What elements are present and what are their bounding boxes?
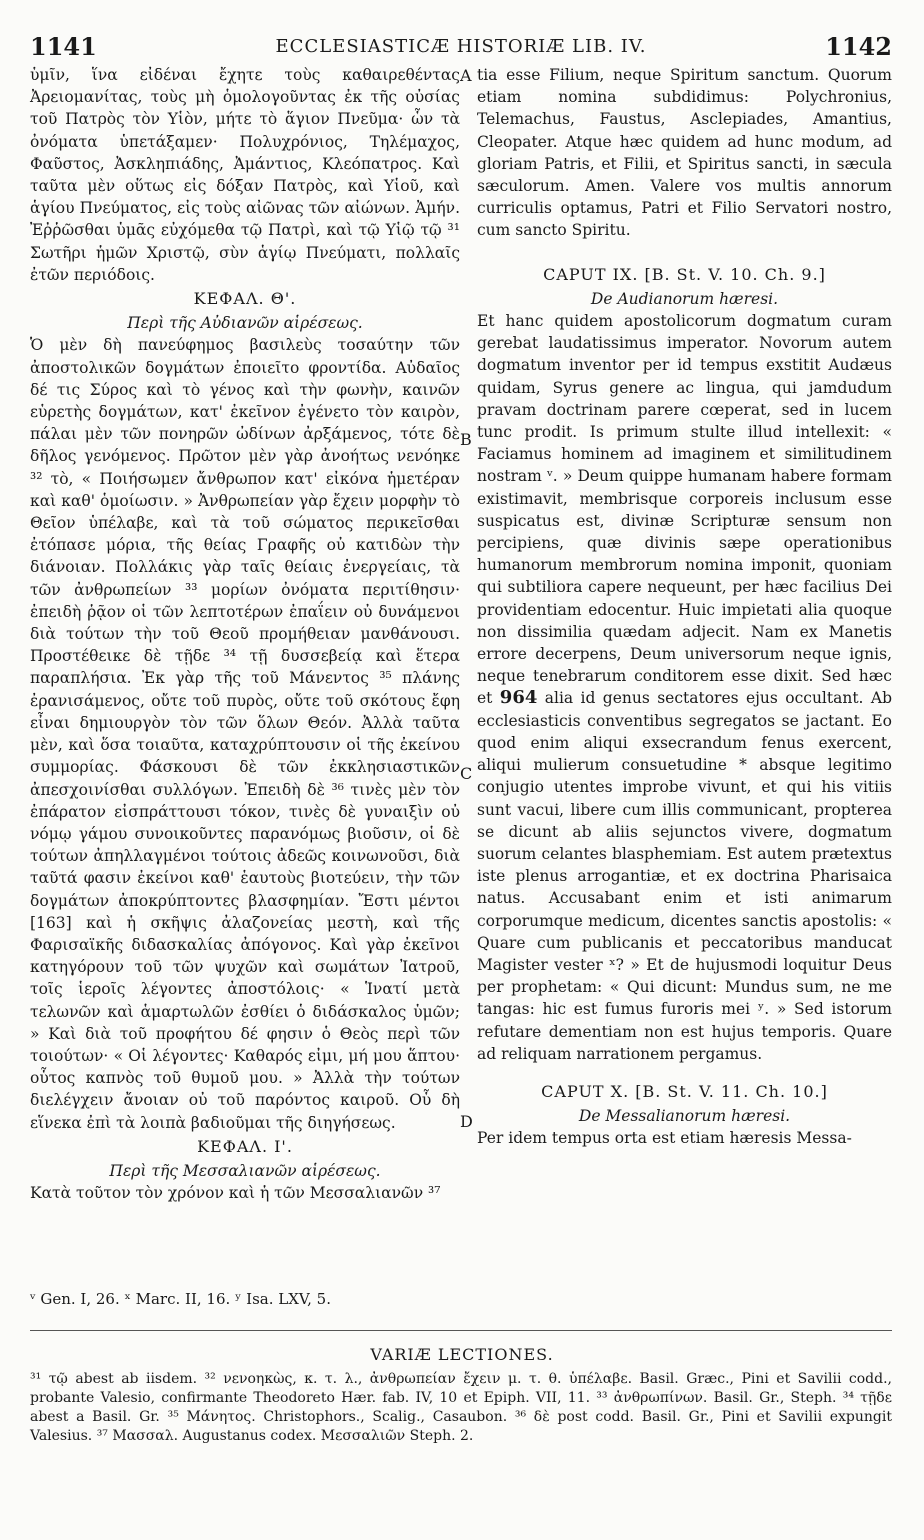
margin-marker-b: B <box>460 430 472 449</box>
latin-paragraph-2-part-a: Et hanc quidem apostolicorum dogmatum curam gerebat laudatissimus imperator. Novorum autem dogmatum inventor per id tempus exstitit Audæus quidam, Syrus genere ac lingua, qui jamdudum pravam doctrinam parere cœperat, sed in lucem tunc prodit. Is primum stulte illud intellexit: « Faciamus hominem ad imaginem et similitudinem nostram ᵛ. » Deum quippe humanam habere formam existimavit, membrisque corporeis inclusum esse suspicatus est, divinæ Scripturæ sensum non percipiens, quæ divinis sæpe operationibus humanorum membrorum nomina imponit, quoniam qui subtiliora capere nequeunt, per hæc facilius Dei providentiam edocentur. Huic impietati alia quoque non dissimilia quædam adjecit. Nam ex Manetis errore decerpens, Deum universorum neque ignis, neque tenebrarum conditorem esse dixit. Sed hæc et <box>477 312 892 708</box>
variae-lectiones-title: VARIÆ LECTIONES. <box>370 1345 554 1364</box>
latin-chapter-subtitle-9: De Audianorum hæresi. <box>590 289 779 308</box>
margin-marker-d: D <box>460 1112 473 1131</box>
running-title: ECCLESIASTICÆ HISTORIÆ LIB. IV. <box>275 36 647 57</box>
greek-chapter-heading-10: ΚΕΦΑΛ. Ι'. <box>197 1136 293 1156</box>
greek-paragraph-2: Ὁ μὲν δὴ πανεύφημος βασιλεὺς τοσαύτην τῶν ἀποστολικῶν δογμάτων ἐποιεῖτο φροντίδα. Αὐδαῖος δέ τις Σύρος καὶ τὸ γένος καὶ τὴν φωνὴν, καινῶν εὑρετὴς δογμάτων, κατ' ἐκεῖνον ἐγένετο τὸν καιρὸν, πάλαι μὲν τῶν πονηρῶν ὠδίνων ἀρξάμενος, τότε δὲ δῆλος γενόμενος. Πρῶτον μὲν γὰρ ἀνοήτως νενόηκε ³² τὸ, « Ποιήσωμεν ἄνθρωπον κατ' εἰκόνα ἡμετέραν καὶ καθ' ὁμοίωσιν. » Ἀνθρωπείαν γὰρ ἔχειν μορφὴν τὸ Θεῖον ὑπέλαβε, καὶ τὰ τοῦ σώματος περικεῖσθαι ἐτόπασε μόρια, τῆς θείας Γραφῆς οὐ κατιδὼν τὴν διάνοιαν. Πολλάκις γὰρ ταῖς θείαις ἐνεργείαις, τὰ τῶν ἀνθρωπείων ³³ μορίων ὀνόματα περιτίθησιν· ἐπειδὴ ῥᾷον οἱ τῶν λεπτοτέρων ἐπαΐειν οὐ δυνάμενοι διὰ τούτων τὴν τοῦ Θεοῦ προμήθειαν μανθάνουσι. Προστέθεικε δὲ τῇδε ³⁴ τῇ δυσσεβείᾳ καὶ ἕτερα παραπλήσια. Ἐκ γὰρ τῆς τοῦ Μάνεντος ³⁵ πλάνης ἐρανισάμενος, οὔτε τοῦ πυρὸς, οὔτε τοῦ σκότους ἔφη εἶναι δημιουργὸν τὸν τῶν ὅλων Θεόν. Ἀλλὰ ταῦτα μὲν, καὶ ὅσα τοιαῦτα, καταχρύπτουσιν οἱ τῆς ἐκείνου συμμορίας. Φάσκουσι δὲ τῶν ἐκκλησιαστικῶν ἀπεσχοινίσθαι συλλόγων. Ἐπειδὴ δὲ ³⁶ τινὲς μὲν τὸν ἐπάρατον εἰσπράττουσι τόκον, τινὲς δὲ γυναιξὶν οὐ νόμῳ γάμου συνοικοῦντες παρανόμως βιοῦσιν, οἱ δὲ τούτων ἀπηλλαγμένοι τούτοις ἀδεῶς κοινωνοῦσι, διὰ ταῦτά φασιν ἐκείνοι καθ' ἑαυτοὺς βιοτεύειν, τὴν τῶν δογμάτων ἀποκρύπτοντες βλασφημίαν. Ἔστι μέντοι [163] καὶ ἡ σκῆψις ἀλαζονείας μεστὴ, καὶ τῆς Φαρισαϊκῆς διδασκαλίας ἀπόγονος. Καὶ γὰρ ἐκεῖνοι κατηγόρουν τοῦ τῶν ψυχῶν καὶ σωμάτων Ἰατροῦ, τοῖς ἱεροῖς λέγοντες ἀποστόλοις· « Ἱνατί μετὰ τελωνῶν καὶ ἁμαρτωλῶν ἐσθίει ὁ διδάσκαλος ὑμῶν; » Καὶ διὰ τοῦ προφήτου δέ φησιν ὁ Θεὸς περὶ τῶν τοιούτων· « Οἱ λέγοντες· Καθαρός εἰμι, μή μου ἅπτου· οὗτος καπνὸς τοῦ θυμοῦ μου. » Ἀλλὰ τὴν τούτων διελέγχειν ἄνοιαν οὐ τοῦ παρόντος καιροῦ. Οὗ δὴ εἵνεκα ἐπὶ τὰ λοιπὰ βαδιοῦμαι τῆς διηγήσεως. <box>30 336 460 1132</box>
page-number-right: 1142 <box>825 32 892 61</box>
latin-chapter-heading-10: CAPUT X. [B. St. V. 11. Ch. 10.] <box>541 1081 828 1101</box>
latin-chapter-subtitle-10: De Messalianorum hæresi. <box>578 1107 791 1126</box>
latin-paragraph-3: Per idem tempus orta est etiam hæresis Messa- <box>477 1129 852 1148</box>
latin-column <box>477 64 892 1150</box>
greek-chapter-heading-9: ΚΕΦΑΛ. Θ'. <box>193 289 297 309</box>
greek-chapter-subtitle-10: Περὶ τῆς Μεσσαλιανῶν αἱρέσεως. <box>109 1161 381 1180</box>
latin-paragraph-1: tia esse Filium, neque Spiritum sanctum. Quorum etiam nomina subdidimus: Polychronius, Telemachus, Faustus, Asclepiades, Amantius, Cleopater. Atque hæc quidem ad hunc modum, ad gloriam Patris, et Filii, et Spiritus sancti, in sæcula sæculorum. Amen. Valere vos multis annorum curriculis optamus, Patri et Filio Servatori nostro, cum sancto Spiritu. <box>477 66 892 240</box>
latin-chapter-heading-9: CAPUT IX. [B. St. V. 10. Ch. 9.] <box>543 264 826 284</box>
page-header <box>30 32 892 62</box>
margin-marker-c: C <box>460 764 473 783</box>
scripture-footnotes: ᵛ Gen. I, 26. ˣ Marc. II, 16. ʸ Isa. LXV, 5. <box>30 1290 331 1308</box>
column-number: 964 <box>499 687 538 709</box>
divider <box>30 1330 892 1331</box>
greek-paragraph-3: Κατὰ τοῦτον τὸν χρόνον καὶ ἡ τῶν Μεσσαλιανῶν ³⁷ <box>30 1184 441 1203</box>
latin-paragraph-2 <box>477 310 892 1065</box>
greek-column <box>30 64 460 1204</box>
greek-paragraph-1: ὑμῖν, ἵνα εἰδέναι ἔχητε τοὺς καθαιρεθέντας Ἀρειομανίτας, τοὺς μὴ ὁμολογοῦντας ἐκ τῆς οὐσίας τοῦ Πατρὸς τὸν Υἱὸν, μήτε τὸ ἅγιον Πνεῦμα· ὧν τὰ ὀνόματα ὑπετάξαμεν· Πολυχρόνιος, Τηλέμαχος, Φαῦστος, Ἀσκληπιάδης, Ἀμάντιος, Κλεόπατρος. Καὶ ταῦτα μὲν οὕτως εἰς δόξαν Πατρὸς, καὶ Υἱοῦ, καὶ ἁγίου Πνεύματος, εἰς τοὺς αἰῶνας τῶν αἰώνων. Ἀμήν. Ἐῤῥῶσθαι ὑμᾶς εὐχόμεθα τῷ Πατρὶ, καὶ τῷ Υἱῷ τῷ ³¹ Σωτῆρι ἡμῶν Χριστῷ, σὺν ἁγίῳ Πνεύματι, πολλαῖς ἐτῶν περιόδοις. <box>30 66 460 284</box>
greek-chapter-subtitle-9: Περὶ τῆς Αὐδιανῶν αἱρέσεως. <box>127 314 363 333</box>
margin-marker-a: A <box>460 66 472 85</box>
variae-lectiones-text: ³¹ τῷ abest ab iisdem. ³² νενοηκὼς, κ. τ. λ., ἀνθρωπείαν ἔχειν μ. τ. θ. ὑπέλαβε. Basil. Græc., Pini et Savilii codd., probante Valesio, confirmante Theodoreto Hær. fab. IV, 10 et Epiph. VII, 11. ³³ ἀνθρωπίνων. Basil. Gr., Steph. ³⁴ τῇδε abest a Basil. Gr. ³⁵ Μάνητος. Christophors., Scalig., Casaubon. ³⁶ δὲ post codd. Basil. Gr., Pini et Savilii expungit Valesius. ³⁷ Μασσαλ. Augustanus codex. Μεσσαλιῶν Steph. 2. <box>30 1371 892 1444</box>
page-number-left: 1141 <box>30 32 97 61</box>
latin-paragraph-2-part-b: alia id genus sectatores ejus occultant. Ab ecclesiasticis conventibus segregatos se jactant. Eo quod enim aliqui exsecrandum fenus exercent, aliqui mulierum consuetudine * absque legitimo conjugio utentes improbe vivunt, et qui his vitiis sunt vacui, libere cum illis communicant, propterea se dicunt ab aliis sejunctos vivere, dogmatum suorum celantes blasphemiam. Est autem prætextus iste plenus arrogantiæ, et ex doctrina Pharisaica natus. Accusabant enim et isti animarum corporumque medicum, dicentes sanctis apostolis: « Quare cum publicanis et peccatoribus manducat Magister vester ˣ? » Et de hujusmodi loquitur Deus per prophetam: « Qui dicunt: Mundus sum, ne me tangas: hic est fumus furoris mei ʸ. » Sed istorum refutare dementiam non est hujus temporis. Quare ad reliquam narrationem pergamus. <box>477 689 892 1063</box>
